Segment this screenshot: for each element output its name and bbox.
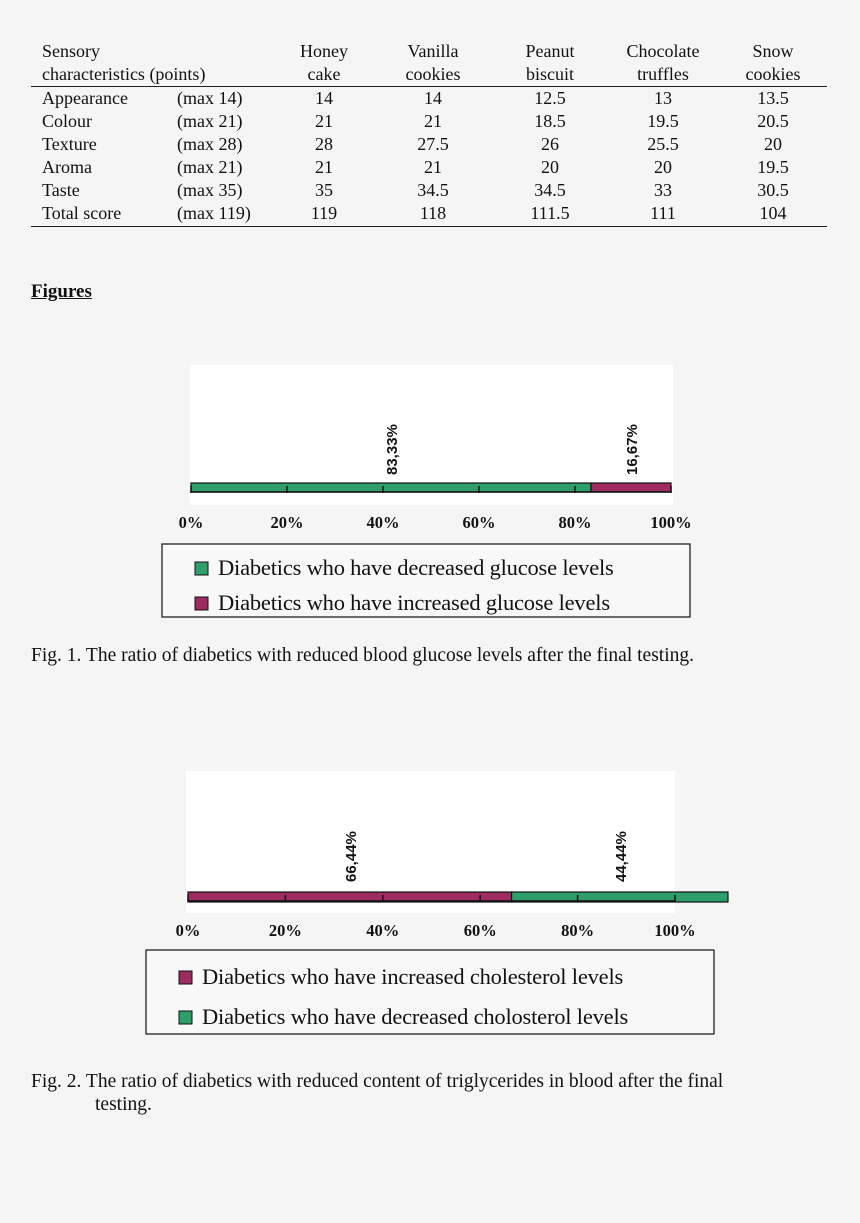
table-cell: 34.5 — [534, 180, 566, 200]
header-vanilla: Vanilla — [407, 41, 459, 61]
figures-heading: Figures — [31, 281, 92, 302]
x-tick-label: 0% — [178, 513, 204, 532]
fig2-caption-line2: testing. — [95, 1094, 152, 1115]
table-cell: 21 — [424, 157, 442, 177]
header-peanut: Peanut — [525, 41, 575, 61]
x-tick-label: 60% — [462, 513, 496, 532]
data-label: 44,44% — [612, 831, 630, 882]
header-biscuit: biscuit — [526, 64, 574, 84]
table-row — [31, 87, 827, 110]
row-max: (max 21) — [177, 111, 243, 131]
legend-label: Diabetics who have increased glucose levels — [218, 590, 610, 615]
table-cell: 111 — [650, 203, 676, 223]
row-label: Texture — [42, 134, 97, 154]
table-row — [31, 156, 827, 179]
table-header-row — [31, 63, 827, 87]
table-row — [31, 133, 827, 156]
table-cell: 119 — [310, 203, 338, 223]
header-sensory: Sensory — [42, 41, 100, 61]
legend-label: Diabetics who have decreased glucose levels — [218, 555, 614, 580]
table-cell: 20 — [541, 157, 559, 177]
data-label: 16,67% — [623, 424, 641, 475]
table-cell: 118 — [419, 203, 447, 223]
table-header-row — [31, 40, 827, 63]
x-tick-label: 100% — [650, 513, 692, 532]
table-cell: 111.5 — [530, 203, 570, 223]
row-max: (max 35) — [177, 180, 243, 200]
table-cell: 28 — [315, 134, 333, 154]
row-label: Total score — [42, 203, 122, 223]
header-cake: cake — [307, 64, 341, 84]
table-cell: 26 — [541, 134, 559, 154]
table-cell: 13 — [654, 88, 672, 108]
x-tick-label: 100% — [654, 921, 696, 940]
table-row — [31, 110, 827, 133]
legend-swatch — [179, 971, 192, 984]
header-truffles: truffles — [637, 64, 689, 84]
data-label: 66,44% — [342, 831, 360, 882]
row-label: Appearance — [42, 88, 128, 108]
x-tick-label: 80% — [561, 921, 595, 940]
table-cell: 34.5 — [417, 180, 449, 200]
data-label: 83,33% — [383, 424, 401, 475]
x-tick-label: 80% — [558, 513, 592, 532]
row-label: Aroma — [42, 157, 92, 177]
table-cell: 21 — [315, 111, 333, 131]
x-tick-label: 40% — [366, 513, 400, 532]
sensory-table — [31, 40, 827, 227]
table-cell: 21 — [424, 111, 442, 131]
table-cell: 20 — [764, 134, 782, 154]
table-cell: 21 — [315, 157, 333, 177]
table-cell: 104 — [759, 203, 787, 223]
table-cell: 13.5 — [757, 88, 789, 108]
x-tick-label: 60% — [463, 921, 497, 940]
table-cell: 35 — [315, 180, 333, 200]
legend-swatch — [195, 597, 208, 610]
table-cell: 19.5 — [757, 157, 789, 177]
fig1-caption: Fig. 1. The ratio of diabetics with reduced blood glucose levels after the final testing. — [31, 645, 694, 666]
header-cookies-2: cookies — [745, 64, 801, 84]
table-cell: 12.5 — [534, 88, 566, 108]
table-cell: 30.5 — [757, 180, 789, 200]
row-label: Taste — [42, 180, 80, 200]
table-cell: 20.5 — [757, 111, 789, 131]
x-tick-label: 20% — [270, 513, 304, 532]
table-cell: 20 — [654, 157, 672, 177]
table-cell: 25.5 — [647, 134, 679, 154]
table-cell: 27.5 — [417, 134, 449, 154]
row-max: (max 14) — [177, 88, 243, 108]
table-cell: 14 — [424, 88, 442, 108]
table-row — [31, 202, 827, 227]
x-tick-label: 40% — [366, 921, 400, 940]
row-max: (max 21) — [177, 157, 243, 177]
legend-swatch — [195, 562, 208, 575]
fig2-chart — [0, 768, 860, 1038]
table-cell: 33 — [654, 180, 672, 200]
bar-segment — [191, 483, 591, 492]
header-characteristics: characteristics (points) — [42, 64, 206, 84]
row-label: Colour — [42, 111, 93, 131]
table-row — [31, 179, 827, 202]
header-chocolate: Chocolate — [626, 41, 700, 61]
header-snow: Snow — [752, 41, 794, 61]
x-tick-label: 0% — [175, 921, 201, 940]
x-tick-label: 20% — [268, 921, 302, 940]
table-cell: 14 — [315, 88, 333, 108]
table-cell: 18.5 — [534, 111, 566, 131]
row-max: (max 28) — [177, 134, 243, 154]
header-cookies: cookies — [405, 64, 461, 84]
legend-swatch — [179, 1011, 192, 1024]
legend-label: Diabetics who have increased cholesterol levels — [202, 964, 624, 989]
table-cell: 19.5 — [647, 111, 679, 131]
bar-segment — [591, 483, 671, 492]
fig1-chart — [0, 360, 860, 620]
legend-label: Diabetics who have decreased cholosterol levels — [202, 1004, 629, 1029]
row-max: (max 119) — [177, 203, 251, 223]
table-body — [31, 87, 827, 227]
fig2-caption-line1: Fig. 2. The ratio of diabetics with reduced content of triglycerides in blood after the final — [31, 1071, 724, 1092]
header-honey: Honey — [300, 41, 348, 61]
